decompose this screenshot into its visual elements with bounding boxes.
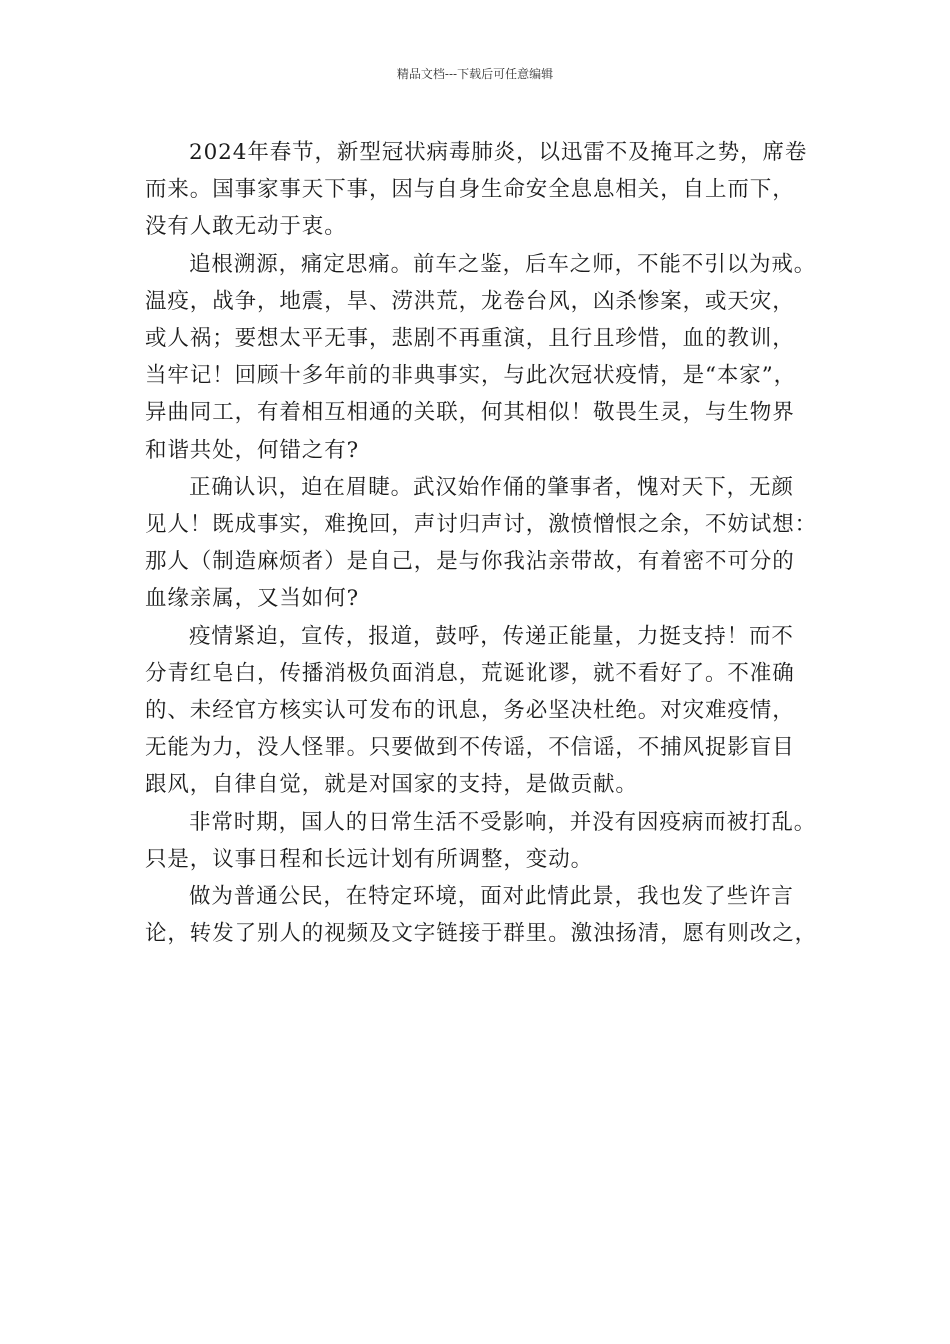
text-line: 论，转发了别人的视频及文字链接于群里。激浊扬清，愿有则改之， bbox=[145, 921, 818, 947]
text-line: 那人（制造麻烦者）是自己，是与你我沾亲带故，有着密不可分的 bbox=[145, 549, 795, 575]
text-line: 见人！既成事实，难挽回，声讨归声讨，激愤憎恨之余，不妨试想： bbox=[145, 512, 818, 538]
text-line: 无能为力，没人怪罪。只要做到不传谣，不信谣，不捕风捉影盲目 bbox=[145, 735, 795, 761]
page-header: 精品文档---下载后可任意编辑 bbox=[396, 67, 554, 81]
paragraph-6 bbox=[145, 878, 818, 952]
paragraph-5 bbox=[145, 804, 817, 878]
text-line: 或人祸；要想太平无事，悲剧不再重演，且行且珍惜，血的教训， bbox=[145, 326, 795, 352]
text-line: 的、未经官方核实认可发布的讯息，务必坚决杜绝。对灾难疫情， bbox=[145, 698, 795, 724]
text-line: 分青红皂白，传播消极负面消息，荒诞讹谬，就不看好了。不准确 bbox=[145, 660, 795, 686]
paragraph-4 bbox=[145, 618, 805, 804]
text-line: 血缘亲属，又当如何? bbox=[145, 586, 360, 612]
text-line: 非常时期，国人的日常生活不受影响，并没有因疫病而被打乱。 bbox=[189, 809, 817, 835]
text-line: 2024年春节，新型冠状病毒肺炎，以迅雷不及掩耳之势，席卷 bbox=[189, 140, 808, 165]
paragraph-1 bbox=[145, 134, 808, 246]
text-line: 只是，议事日程和长远计划有所调整，变动。 bbox=[145, 846, 594, 872]
text-line: 疫情紧迫，宣传，报道，鼓呼，传递正能量，力挺支持！而不 bbox=[189, 623, 794, 649]
text-line: 正确认识，迫在眉睫。武汉始作俑的肇事者，愧对天下，无颜 bbox=[189, 474, 794, 500]
text-line: 跟风，自律自觉，就是对国家的支持，是做贡献。 bbox=[145, 772, 638, 798]
text-line: 而来。国事家事天下事，因与自身生命安全息息相关，自上而下， bbox=[145, 177, 795, 203]
paragraph-3 bbox=[145, 469, 818, 618]
text-line: 没有人敢无动于衷。 bbox=[145, 214, 347, 240]
text-line: 追根溯源，痛定思痛。前车之鉴，后车之师，不能不引以为戒。 bbox=[189, 251, 817, 277]
text-line: 做为普通公民，在特定环境，面对此情此景，我也发了些许言 bbox=[189, 884, 794, 910]
text-line: 异曲同工，有着相互相通的关联，何其相似！敬畏生灵，与生物界 bbox=[145, 400, 795, 426]
text-line: 当牢记！回顾十多年前的非典事实，与此次冠状疫情，是“本家”， bbox=[145, 363, 796, 389]
text-line: 温疫，战争，地震，旱、涝洪荒，龙卷台风，凶杀惨案，或天灾， bbox=[145, 288, 795, 314]
text-line: 和谐共处，何错之有? bbox=[145, 437, 360, 463]
paragraph-2 bbox=[145, 246, 817, 469]
document-body bbox=[145, 134, 818, 952]
